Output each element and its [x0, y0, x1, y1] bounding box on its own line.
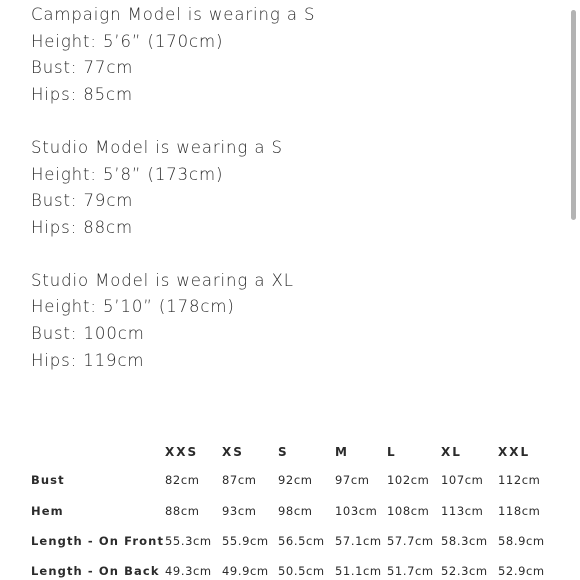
table-cell: 103cm	[335, 504, 378, 518]
table-cell: 56.5cm	[278, 534, 325, 548]
table-cell: 92cm	[278, 472, 313, 487]
table-cell: 82cm	[165, 472, 200, 487]
row-label-bust: Bust	[31, 472, 65, 487]
table-cell: 87cm	[222, 472, 257, 487]
table-cell: 51.1cm	[335, 564, 382, 578]
model-bust: Bust: 79cm	[31, 191, 134, 211]
model-bust: Bust: 100cm	[31, 324, 145, 344]
table-cell: 112cm	[498, 472, 541, 487]
model-hips: Hips: 119cm	[31, 350, 145, 370]
studio-model-xl-info	[31, 268, 551, 375]
model-hips: Hips: 88cm	[31, 217, 134, 237]
model-hips: Hips: 85cm	[31, 85, 134, 105]
model-wearing-size: Studio Model is wearing a XL	[31, 270, 294, 290]
row-label-length-back: Length - On Back	[31, 564, 160, 578]
table-cell: 51.7cm	[387, 564, 434, 578]
table-cell: 113cm	[441, 504, 484, 518]
table-cell: 102cm	[387, 472, 430, 487]
table-row	[31, 526, 553, 556]
table-cell: 55.9cm	[222, 534, 269, 548]
table-cell: 49.3cm	[165, 564, 212, 578]
table-cell: 118cm	[498, 504, 541, 518]
model-info	[31, 2, 551, 400]
table-cell: 57.1cm	[335, 534, 382, 548]
model-bust: Bust: 77cm	[31, 58, 134, 78]
row-label-length-front: Length - On Front	[31, 534, 165, 548]
header-cell-l: L	[387, 445, 397, 459]
table-row	[31, 556, 553, 580]
table-cell: 58.3cm	[441, 534, 488, 548]
table-cell: 52.3cm	[441, 564, 488, 578]
header-cell-s: S	[278, 445, 289, 459]
table-cell: 57.7cm	[387, 534, 434, 548]
model-height: Height: 5’6” (170cm)	[31, 31, 224, 51]
header-cell-xs: XS	[222, 445, 244, 459]
table-header-row	[31, 441, 553, 463]
table-row	[31, 496, 553, 526]
table-cell: 88cm	[165, 504, 200, 518]
header-cell-xxs: XXS	[165, 445, 199, 459]
header-cell-m: M	[335, 445, 349, 459]
table-cell: 98cm	[278, 504, 313, 518]
scrollbar-thumb[interactable]	[571, 10, 576, 220]
table-cell: 49.9cm	[222, 564, 269, 578]
model-height: Height: 5’10” (178cm)	[31, 297, 235, 317]
studio-model-s-info	[31, 135, 551, 242]
model-wearing-size: Studio Model is wearing a S	[31, 137, 283, 157]
table-cell: 52.9cm	[498, 564, 545, 578]
vertical-scrollbar[interactable]	[571, 0, 577, 580]
table-row	[31, 463, 553, 496]
header-cell-xl: XL	[441, 445, 462, 459]
header-cell-xxl: XXL	[498, 445, 531, 459]
model-wearing-size: Campaign Model is wearing a S	[31, 5, 316, 24]
table-cell: 108cm	[387, 504, 430, 518]
row-label-hem: Hem	[31, 504, 64, 518]
header-cell-empty	[31, 441, 165, 463]
table-cell: 93cm	[222, 504, 257, 518]
table-cell: 58.9cm	[498, 534, 545, 548]
table-cell: 97cm	[335, 472, 370, 487]
table-cell: 50.5cm	[278, 564, 325, 578]
table-cell: 107cm	[441, 472, 484, 487]
table-cell: 55.3cm	[165, 534, 212, 548]
campaign-model-info	[31, 2, 551, 109]
size-chart-table	[31, 441, 553, 580]
model-height: Height: 5’8” (173cm)	[31, 164, 224, 184]
